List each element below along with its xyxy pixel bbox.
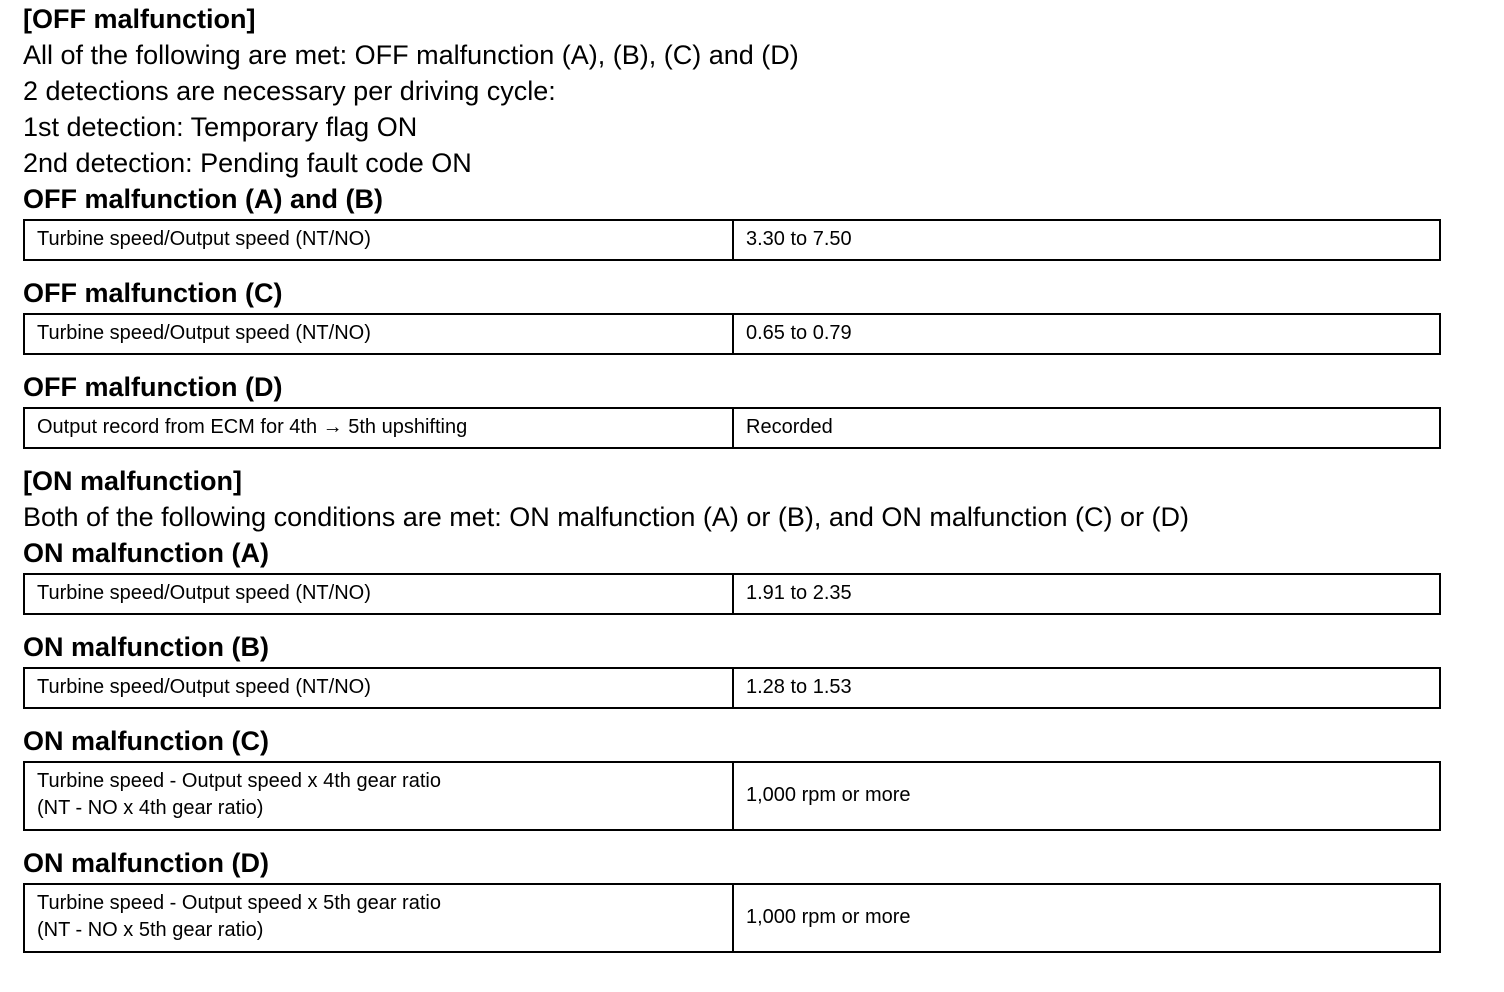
off-section-d-table bbox=[23, 407, 1441, 449]
off-malfunction-heading: [OFF malfunction] bbox=[23, 4, 256, 34]
off-section-a-b-title: OFF malfunction (A) and (B) bbox=[23, 184, 383, 214]
off-section-a-b-table bbox=[23, 219, 1441, 261]
on-section-a-title: ON malfunction (A) bbox=[23, 538, 269, 568]
on-section-a-table bbox=[23, 573, 1441, 615]
value-cell: Recorded bbox=[733, 408, 1440, 448]
off-intro-line: All of the following are met: OFF malfunction (A), (B), (C) and (D) bbox=[23, 40, 799, 70]
table-row bbox=[24, 314, 1440, 354]
on-section-c-table bbox=[23, 761, 1441, 831]
on-section-d-title: ON malfunction (D) bbox=[23, 848, 269, 878]
off-intro-line: 2nd detection: Pending fault code ON bbox=[23, 148, 472, 178]
table-row bbox=[24, 408, 1440, 448]
off-intro-line: 1st detection: Temporary flag ON bbox=[23, 112, 418, 142]
off-section-d-title: OFF malfunction (D) bbox=[23, 372, 283, 402]
on-section-d-table bbox=[23, 883, 1441, 953]
condition-cell: Turbine speed/Output speed (NT/NO) bbox=[24, 574, 733, 614]
off-section-c-table bbox=[23, 313, 1441, 355]
value-cell: 3.30 to 7.50 bbox=[733, 220, 1440, 260]
condition-cell: Turbine speed/Output speed (NT/NO) bbox=[24, 668, 733, 708]
condition-cell bbox=[24, 762, 733, 830]
value-cell: 1,000 rpm or more bbox=[733, 762, 1440, 830]
off-section-c-title: OFF malfunction (C) bbox=[23, 278, 283, 308]
value-cell: 1.28 to 1.53 bbox=[733, 668, 1440, 708]
on-section-b-table bbox=[23, 667, 1441, 709]
condition-line: (NT - NO x 4th gear ratio) bbox=[37, 797, 264, 819]
condition-line: Turbine speed - Output speed x 5th gear ratio bbox=[37, 892, 441, 914]
on-intro-line: Both of the following conditions are met: ON malfunction (A) or (B), and ON malfunction (C) or (D) bbox=[23, 502, 1189, 532]
on-section-c-title: ON malfunction (C) bbox=[23, 726, 269, 756]
table-row bbox=[24, 762, 1440, 830]
malfunction-conditions-document bbox=[23, 0, 1443, 953]
condition-line: Turbine speed - Output speed x 4th gear ratio bbox=[37, 770, 441, 792]
value-cell: 1,000 rpm or more bbox=[733, 884, 1440, 952]
condition-cell: Turbine speed/Output speed (NT/NO) bbox=[24, 220, 733, 260]
table-row bbox=[24, 668, 1440, 708]
on-section-b-title: ON malfunction (B) bbox=[23, 632, 269, 662]
condition-cell bbox=[24, 884, 733, 952]
condition-cell: Turbine speed/Output speed (NT/NO) bbox=[24, 314, 733, 354]
off-intro-line: 2 detections are necessary per driving cycle: bbox=[23, 76, 556, 106]
value-cell: 0.65 to 0.79 bbox=[733, 314, 1440, 354]
condition-cell: Output record from ECM for 4th → 5th upshifting bbox=[24, 408, 733, 448]
table-row bbox=[24, 574, 1440, 614]
table-row bbox=[24, 884, 1440, 952]
on-malfunction-heading: [ON malfunction] bbox=[23, 466, 242, 496]
value-cell: 1.91 to 2.35 bbox=[733, 574, 1440, 614]
table-row bbox=[24, 220, 1440, 260]
condition-line: (NT - NO x 5th gear ratio) bbox=[37, 919, 264, 941]
